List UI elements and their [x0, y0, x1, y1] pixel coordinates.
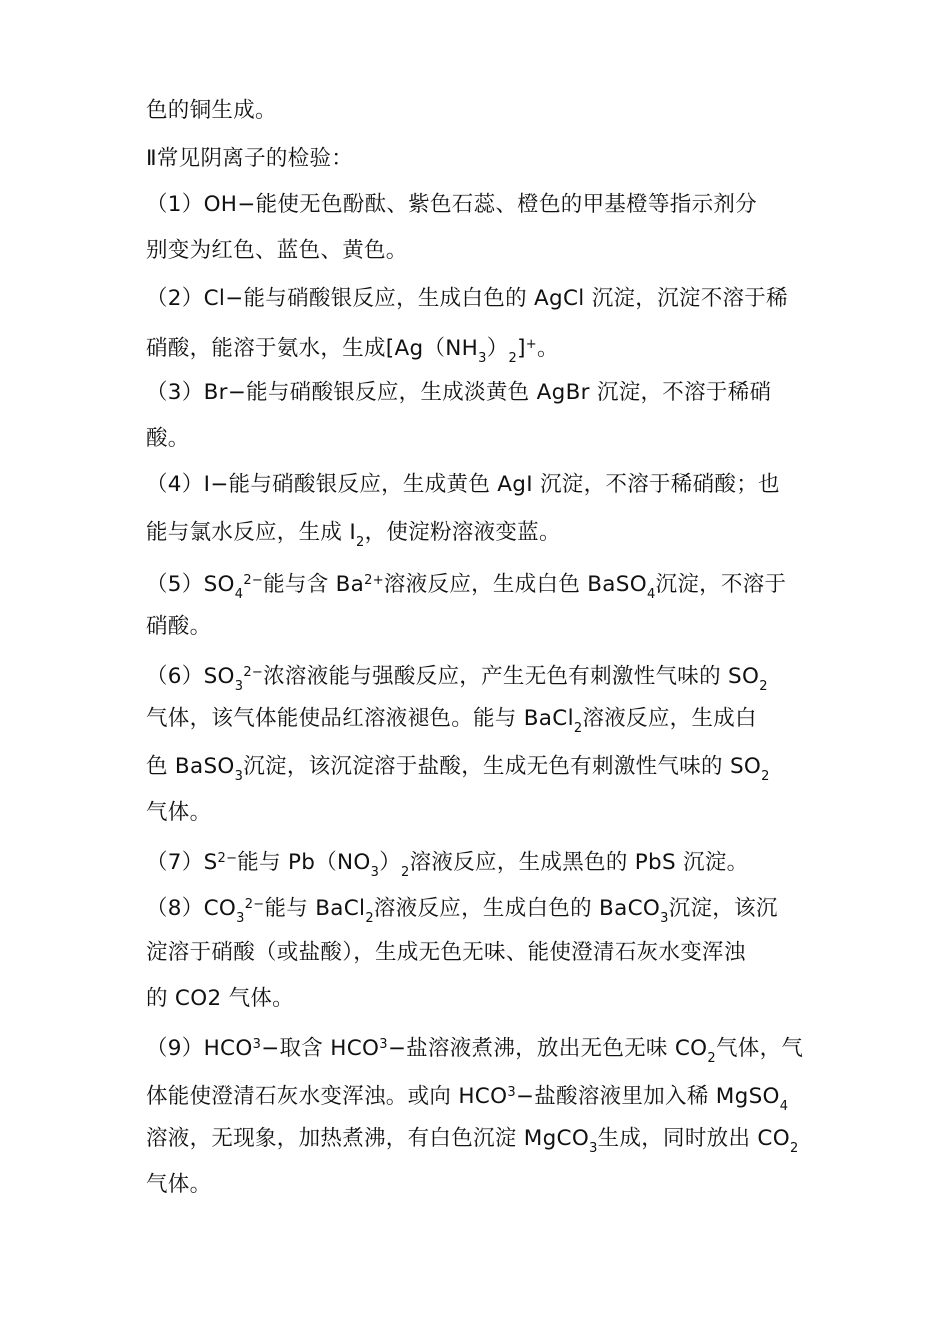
text-line	[146, 1170, 211, 1200]
text-segment: 溶液，无现象，加热煮沸，有白色沉淀 MgCO	[146, 1126, 590, 1151]
text-segment: 沉淀，该沉	[668, 896, 778, 921]
text-segment: Ⅱ常见阴离子的检验：	[146, 146, 354, 171]
text-line	[146, 1078, 788, 1122]
text-segment: 别变为红色、蓝色、黄色。	[146, 238, 408, 263]
text-segment: 气体，该气体能使品红溶液褪色。能与 BaCl	[146, 706, 574, 731]
superscript: 3	[507, 1085, 516, 1100]
text-line	[146, 984, 294, 1014]
text-segment: −盐溶液煮沸，放出无色无味 CO	[387, 1036, 708, 1061]
text-line	[146, 96, 277, 126]
subscript: 2	[401, 865, 410, 880]
subscript: 3	[589, 1141, 598, 1156]
text-segment: （6）SO	[146, 664, 235, 689]
text-line	[146, 378, 771, 408]
text-segment: 能与含 Ba	[263, 572, 365, 597]
text-segment: ]	[517, 336, 526, 361]
text-segment: 气体，气	[715, 1036, 804, 1061]
text-segment: 硝酸，能溶于氨水，生成[Ag（NH	[146, 336, 479, 361]
text-segment: −盐酸溶液里加入稀 MgSO	[515, 1084, 780, 1109]
text-segment: （4）I−能与硝酸银反应，生成黄色 AgI 沉淀，不溶于稀硝酸；也	[146, 472, 780, 497]
text-segment: 气体。	[146, 800, 212, 825]
text-segment: 溶液反应，生成白色的 BaCO	[373, 896, 661, 921]
subscript: 3	[236, 911, 245, 926]
subscript: 3	[370, 865, 380, 880]
text-segment: 色 BaSO	[146, 754, 235, 779]
text-segment: 能与氯水反应，生成 I	[146, 520, 356, 545]
text-segment: 沉淀，该沉淀溶于盐酸，生成无色有刺激性气味的 SO	[243, 754, 762, 779]
subscript: 4	[646, 587, 656, 602]
superscript: 3	[379, 1037, 388, 1052]
text-segment: ）	[379, 850, 402, 875]
text-line	[146, 470, 780, 500]
text-line	[146, 798, 211, 828]
superscript: 3	[252, 1037, 262, 1052]
text-segment: 色的铜生成。	[146, 98, 277, 123]
subscript: 2	[707, 1051, 716, 1066]
superscript: 2−	[217, 851, 238, 866]
subscript: 2	[508, 351, 518, 366]
superscript: 2−	[243, 665, 264, 680]
text-segment: （7）S	[146, 850, 218, 875]
superscript: 2+	[364, 573, 384, 588]
subscript: 2	[573, 721, 583, 736]
text-line	[146, 190, 757, 220]
text-segment: 能与 Pb（NO	[237, 850, 371, 875]
text-segment: ）	[486, 336, 509, 361]
text-segment: （2）Cl−能与硝酸银反应，生成白色的 AgCl 沉淀，沉淀不溶于稀	[146, 286, 788, 311]
text-segment: 酸。	[146, 426, 190, 451]
subscript: 2	[761, 769, 770, 784]
superscript: +	[525, 337, 537, 352]
text-segment: 的 CO2 气体。	[146, 986, 294, 1011]
text-line	[146, 518, 561, 558]
superscript: 2−	[244, 897, 265, 912]
text-segment: 硝酸。	[146, 614, 212, 639]
text-line	[146, 424, 190, 454]
text-line	[146, 938, 746, 968]
text-line	[146, 752, 770, 792]
subscript: 2	[759, 679, 768, 694]
text-segment: 能与 BaCl	[264, 896, 366, 921]
text-segment: （3）Br−能与硝酸银反应，生成淡黄色 AgBr 沉淀，不溶于稀硝	[146, 380, 772, 405]
superscript: 2−	[243, 573, 264, 588]
text-segment: 浓溶液能与强酸反应，产生无色有刺激性气味的 SO	[263, 664, 760, 689]
subscript: 3	[660, 911, 669, 926]
text-segment: （8）CO	[146, 896, 237, 921]
text-line	[146, 658, 768, 702]
subscript: 4	[234, 587, 244, 602]
text-segment: ，使淀粉溶液变蓝。	[364, 520, 561, 545]
subscript: 2	[355, 535, 365, 550]
text-line	[146, 1124, 799, 1164]
text-line	[146, 284, 788, 314]
text-segment: 体能使澄清石灰水变浑浊。或向 HCO	[146, 1084, 508, 1109]
text-segment: （1）OH−能使无色酚酞、紫色石蕊、橙色的甲基橙等指示剂分	[146, 192, 757, 217]
text-segment: 气体。	[146, 1172, 212, 1197]
text-line	[146, 1030, 803, 1074]
text-line	[146, 844, 748, 888]
text-segment: 溶液反应，生成白色 BaSO	[383, 572, 647, 597]
text-segment: 溶液反应，生成白	[582, 706, 757, 731]
subscript: 3	[478, 351, 487, 366]
text-segment: 。	[536, 336, 559, 361]
text-line	[146, 890, 778, 934]
text-line	[146, 330, 559, 374]
subscript: 2	[789, 1141, 799, 1156]
subscript: 3	[234, 679, 244, 694]
text-line	[146, 612, 211, 642]
text-segment: 沉淀，不溶于	[655, 572, 787, 597]
text-line	[146, 704, 757, 744]
text-segment: 溶液反应，生成黑色的 PbS 沉淀。	[409, 850, 749, 875]
text-segment: （9）HCO	[146, 1036, 253, 1061]
text-line	[146, 236, 408, 266]
text-segment: −取含 HCO	[261, 1036, 380, 1061]
text-segment: 生成，同时放出 CO	[597, 1126, 790, 1151]
subscript: 4	[779, 1099, 789, 1114]
text-line	[146, 566, 786, 610]
text-segment: 淀溶于硝酸（或盐酸），生成无色无味、能使澄清石灰水变浑浊	[146, 940, 746, 965]
subscript: 2	[365, 911, 374, 926]
text-segment: （5）SO	[146, 572, 235, 597]
subscript: 3	[234, 769, 244, 784]
text-line	[146, 144, 353, 174]
